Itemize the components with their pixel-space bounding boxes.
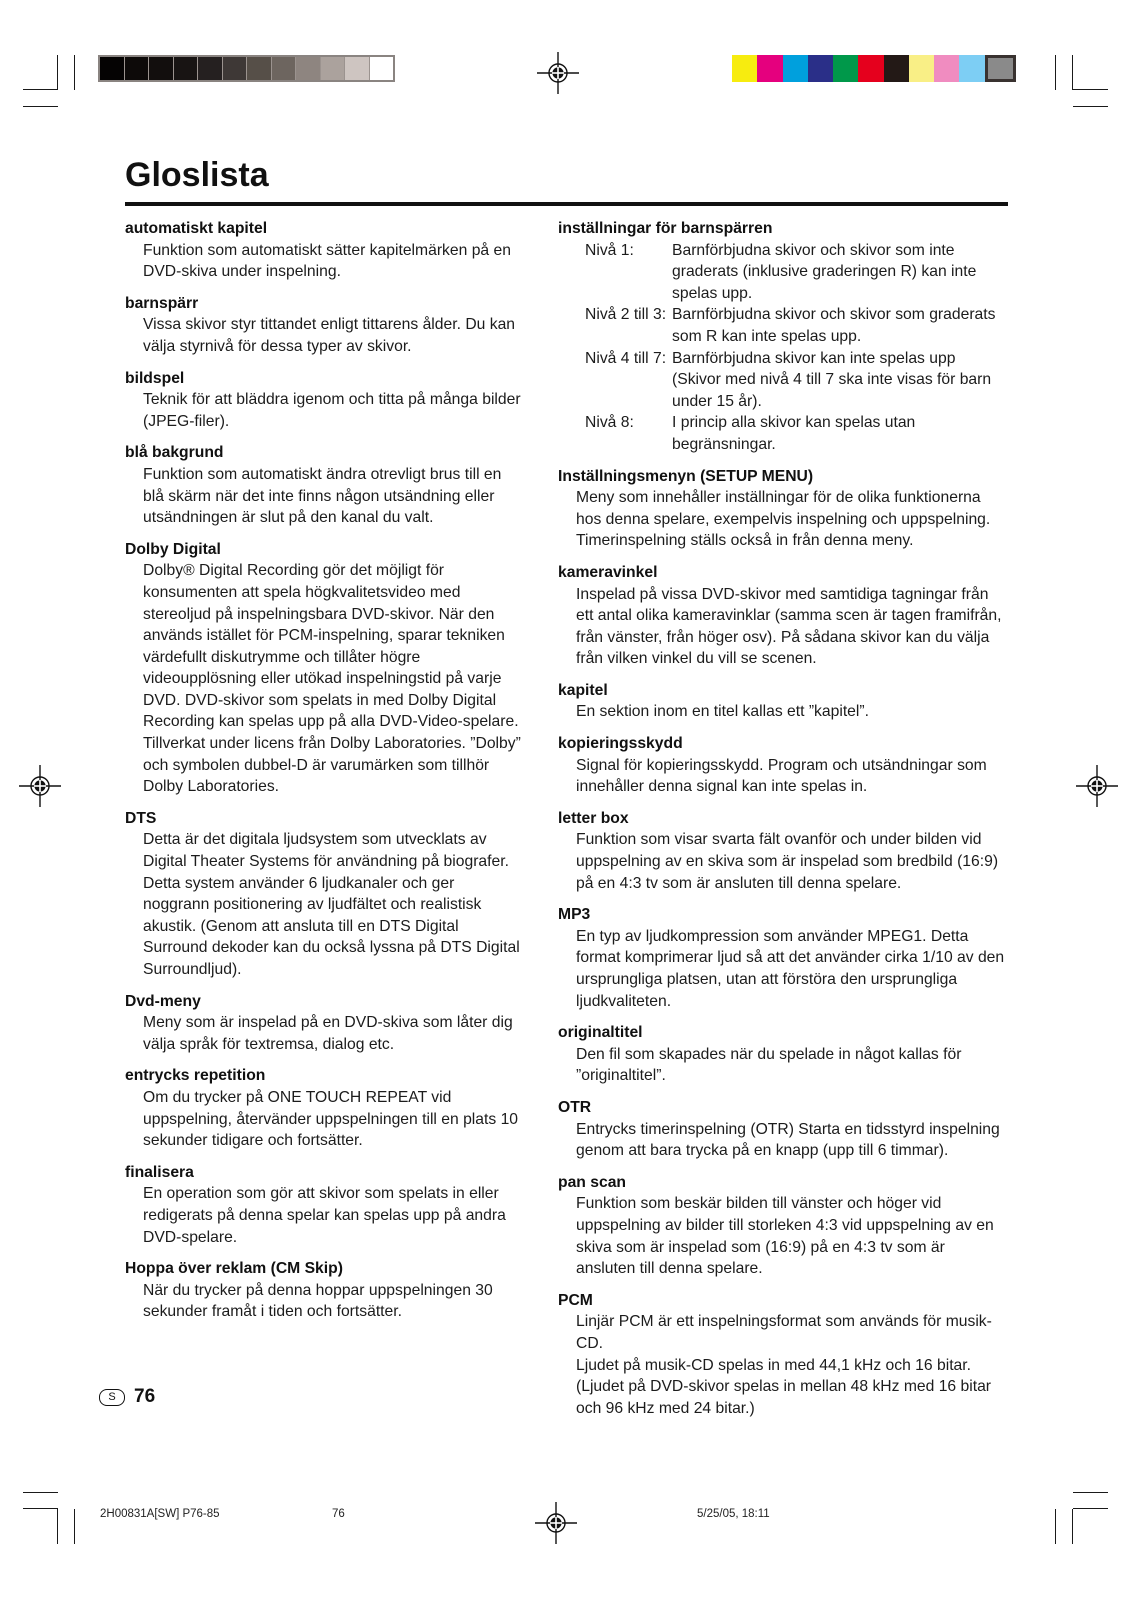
glossary-term: kopieringsskydd <box>558 735 683 753</box>
glossary-definition: Detta är det digitala ljudsystem som utvecklats av Digital Theater Systems för användning på biografer. Detta system använder 6 ljudkanaler och ger noggrann positionering av ljudfältet och realistisk akustik. (Genom att ansluta till en DTS Digital Surround dekoder kan du också lyssna på DTS Digital Surroundljud). <box>143 831 520 978</box>
glossary-term: Hoppa över reklam (CM Skip) <box>125 1260 343 1278</box>
footer-page-number: 76 <box>332 1508 345 1520</box>
glossary-entry <box>558 904 1008 1012</box>
glossary-entry <box>558 733 1008 798</box>
glossary-term: PCM <box>558 1291 593 1309</box>
glossary-entry <box>558 1097 1008 1162</box>
page-title: Gloslista <box>125 156 269 194</box>
glossary-term: kameravinkel <box>558 563 658 581</box>
glossary-definition: En typ av ljudkompression som använder MPEG1. Detta format komprimerar ljud så att det använder cirka 1/10 av den ursprungliga platsen, utan att förstöra den ursprungliga ljudkvaliteten. <box>576 927 1005 1010</box>
registration-mark-icon <box>534 1501 578 1545</box>
glossary-term: entrycks repetition <box>125 1067 266 1085</box>
glossary-term: MP3 <box>558 906 591 924</box>
parental-level-row <box>585 240 1008 305</box>
glossary-entry <box>558 218 1008 456</box>
glossary-term: DTS <box>125 809 157 827</box>
registration-mark-icon <box>1075 764 1119 808</box>
glossary-definition: Entrycks timerinspelning (OTR) Starta en tidsstyrd inspelning genom att bara trycka på en knapp (upp till 6 timmar). <box>576 1120 1000 1160</box>
level-text: Barnförbjudna skivor och skivor som inte graderats (inklusive graderingen R) kan inte spelas upp. <box>672 241 977 302</box>
level-label: Nivå 8: <box>585 414 634 432</box>
glossary-definition: Den fil som skapades när du spelade in något kallas för ”originaltitel”. <box>576 1045 962 1085</box>
glossary-definition: Dolby® Digital Recording gör det möjligt för konsumenten att spela högkvalitetsvideo med stereoljud på inspelningsbara DVD-skivor. När den används istället för PCM-inspelning, sparar tekniken värdefullt diskutrymme och tillåter högre videoupplösning eller utökad inspelningstid på varje DVD. DVD-skivor som spelats in med Dolby Digital Recording kan spelas upp på alla DVD-Video-spelare. <box>143 562 519 731</box>
grayscale-calibration-bar <box>98 55 395 82</box>
level-label: Nivå 1: <box>585 241 634 259</box>
glossary-entry <box>125 1258 523 1323</box>
glossary-term: blå bakgrund <box>125 444 224 462</box>
glossary-entry <box>125 1065 523 1151</box>
glossary-term: Dolby Digital <box>125 540 221 558</box>
footer-timestamp: 5/25/05, 18:11 <box>697 1508 770 1520</box>
page-number <box>99 1386 155 1408</box>
glossary-definition: En operation som gör att skivor som spelats in eller redigerats på denna spelar kan spelas upp på andra DVD-spelare. <box>143 1185 506 1246</box>
glossary-definition: Linjär PCM är ett inspelningsformat som används för musik-CD. <box>576 1313 992 1352</box>
color-calibration-bar <box>732 55 1016 82</box>
glossary-definition: Om du trycker på ONE TOUCH REPEAT vid uppspelning, återvänder uppspelningen till en plats 10 sekunder tidigare och fortsätter. <box>143 1088 519 1150</box>
glossary-entry <box>558 1022 1008 1087</box>
glossary-definition: Signal för kopieringsskydd. Program och utsändningar som innehåller denna signal kan inte spelas in. <box>576 756 987 796</box>
glossary-definition: När du trycker på denna hoppar uppspelningen 30 sekunder framåt i tiden och fortsätter. <box>143 1281 493 1321</box>
page-number-value: 76 <box>134 1386 156 1407</box>
glossary-entry <box>125 991 523 1056</box>
glossary-definition: Meny som är inspelad på en DVD-skiva som låter dig välja språk för textremsa, dialog etc. <box>143 1014 513 1053</box>
glossary-term: letter box <box>558 809 629 827</box>
glossary-entry <box>558 466 1008 552</box>
glossary-entry <box>558 808 1008 894</box>
footer-document-code: 2H00831A[SW] P76-85 <box>100 1508 220 1520</box>
level-label: Nivå 2 till 3: <box>585 306 667 324</box>
glossary-definition: Funktion som automatiskt ändra otrevligt brus till en blå skärm när det inte finns någon utsändning eller utsändningen är slut på den kanal du valt. <box>143 465 502 527</box>
parental-level-row <box>585 304 1008 347</box>
glossary-definition: En sektion inom en titel kallas ett ”kapitel”. <box>576 703 869 721</box>
glossary-entry <box>125 539 523 798</box>
glossary-entry <box>558 1290 1008 1420</box>
glossary-entry <box>558 562 1008 670</box>
parental-level-row <box>585 412 1008 455</box>
parental-level-row <box>585 348 1008 413</box>
level-label: Nivå 4 till 7: <box>585 349 667 367</box>
glossary-term: Dvd-meny <box>125 992 201 1010</box>
glossary-term: Inställningsmenyn (SETUP MENU) <box>558 467 814 485</box>
glossary-term: bildspel <box>125 369 185 387</box>
glossary-column-left <box>125 218 523 1429</box>
glossary-entry <box>125 218 523 283</box>
parental-levels <box>585 240 1008 456</box>
title-rule <box>125 202 1008 206</box>
glossary-definition: Funktion som automatiskt sätter kapitelmärken på en DVD-skiva under inspelning. <box>143 241 511 281</box>
s-badge: S <box>99 1389 125 1406</box>
glossary-definition: Inspelad på vissa DVD-skivor med samtidiga tagningar från ett antal olika kameravinklar (samma scen är tagen framifrån, från vänster, från höger osv). På sådana skivor kan du välja från vilken vinkel du vill se scenen. <box>576 585 1002 668</box>
glossary-definition: Ljudet på musik-CD spelas in med 44,1 kHz och 16 bitar. (Ljudet på DVD-skivor spelas in mellan 48 kHz med 16 bitar och 96 kHz med 24 bitar.) <box>576 1356 992 1417</box>
glossary-definition: Funktion som visar svarta fält ovanför och under bilden vid uppspelning av en skiva som är inspelad som bredbild (16:9) på en 4:3 tv som är ansluten till denna spelare. <box>576 831 999 892</box>
glossary-term: barnspärr <box>125 294 199 312</box>
glossary-entry <box>125 1162 523 1248</box>
glossary-entry <box>558 680 1008 723</box>
glossary-entry <box>125 808 523 981</box>
glossary-definition: Funktion som beskär bilden till vänster och höger vid uppspelning av bilder till storleken 4:3 vid uppspelning av en skiva som är inspelad som (16:9) på en 4:3 tv som är ansluten till denna spelare. <box>576 1195 994 1278</box>
glossary-definition: Tillverkat under licens från Dolby Laboratories. ”Dolby” och symbolen dubbel-D är varumärken som tillhör Dolby Laboratories. <box>143 735 521 796</box>
level-text: Barnförbjudna skivor kan inte spelas upp (Skivor med nivå 4 till 7 ska inte visas för barn under 15 år). <box>672 349 992 410</box>
glossary-entry <box>125 368 523 433</box>
glossary-term: automatiskt kapitel <box>125 220 268 237</box>
registration-mark-icon <box>18 764 62 808</box>
glossary-definition: Vissa skivor styr tittandet enligt tittarens ålder. Du kan välja styrnivå för dessa typer av skivor. <box>143 316 516 355</box>
glossary-column-right <box>558 218 1008 1429</box>
glossary-term: kapitel <box>558 681 608 699</box>
level-text: I princip alla skivor kan spelas utan begränsningar. <box>672 414 916 453</box>
glossary-definition: Meny som innehåller inställningar för de olika funktionerna hos denna spelare, exempelvis inspelning och uppspelning. Timerinspelning ställs också in från denna meny. <box>576 489 991 550</box>
glossary-page <box>125 156 1008 1429</box>
glossary-entry <box>558 1172 1008 1280</box>
glossary-definition: Teknik för att bläddra igenom och titta på många bilder (JPEG-filer). <box>143 391 521 430</box>
glossary-entry <box>125 442 523 528</box>
glossary-term: originaltitel <box>558 1024 643 1042</box>
glossary-term: inställningar för barnspärren <box>558 220 773 237</box>
glossary-term: pan scan <box>558 1173 627 1191</box>
glossary-term: OTR <box>558 1098 592 1116</box>
glossary-term: finalisera <box>125 1163 194 1181</box>
level-text: Barnförbjudna skivor och skivor som graderats som R kan inte spelas upp. <box>672 306 996 345</box>
glossary-entry <box>125 293 523 358</box>
registration-mark-icon <box>536 51 580 95</box>
